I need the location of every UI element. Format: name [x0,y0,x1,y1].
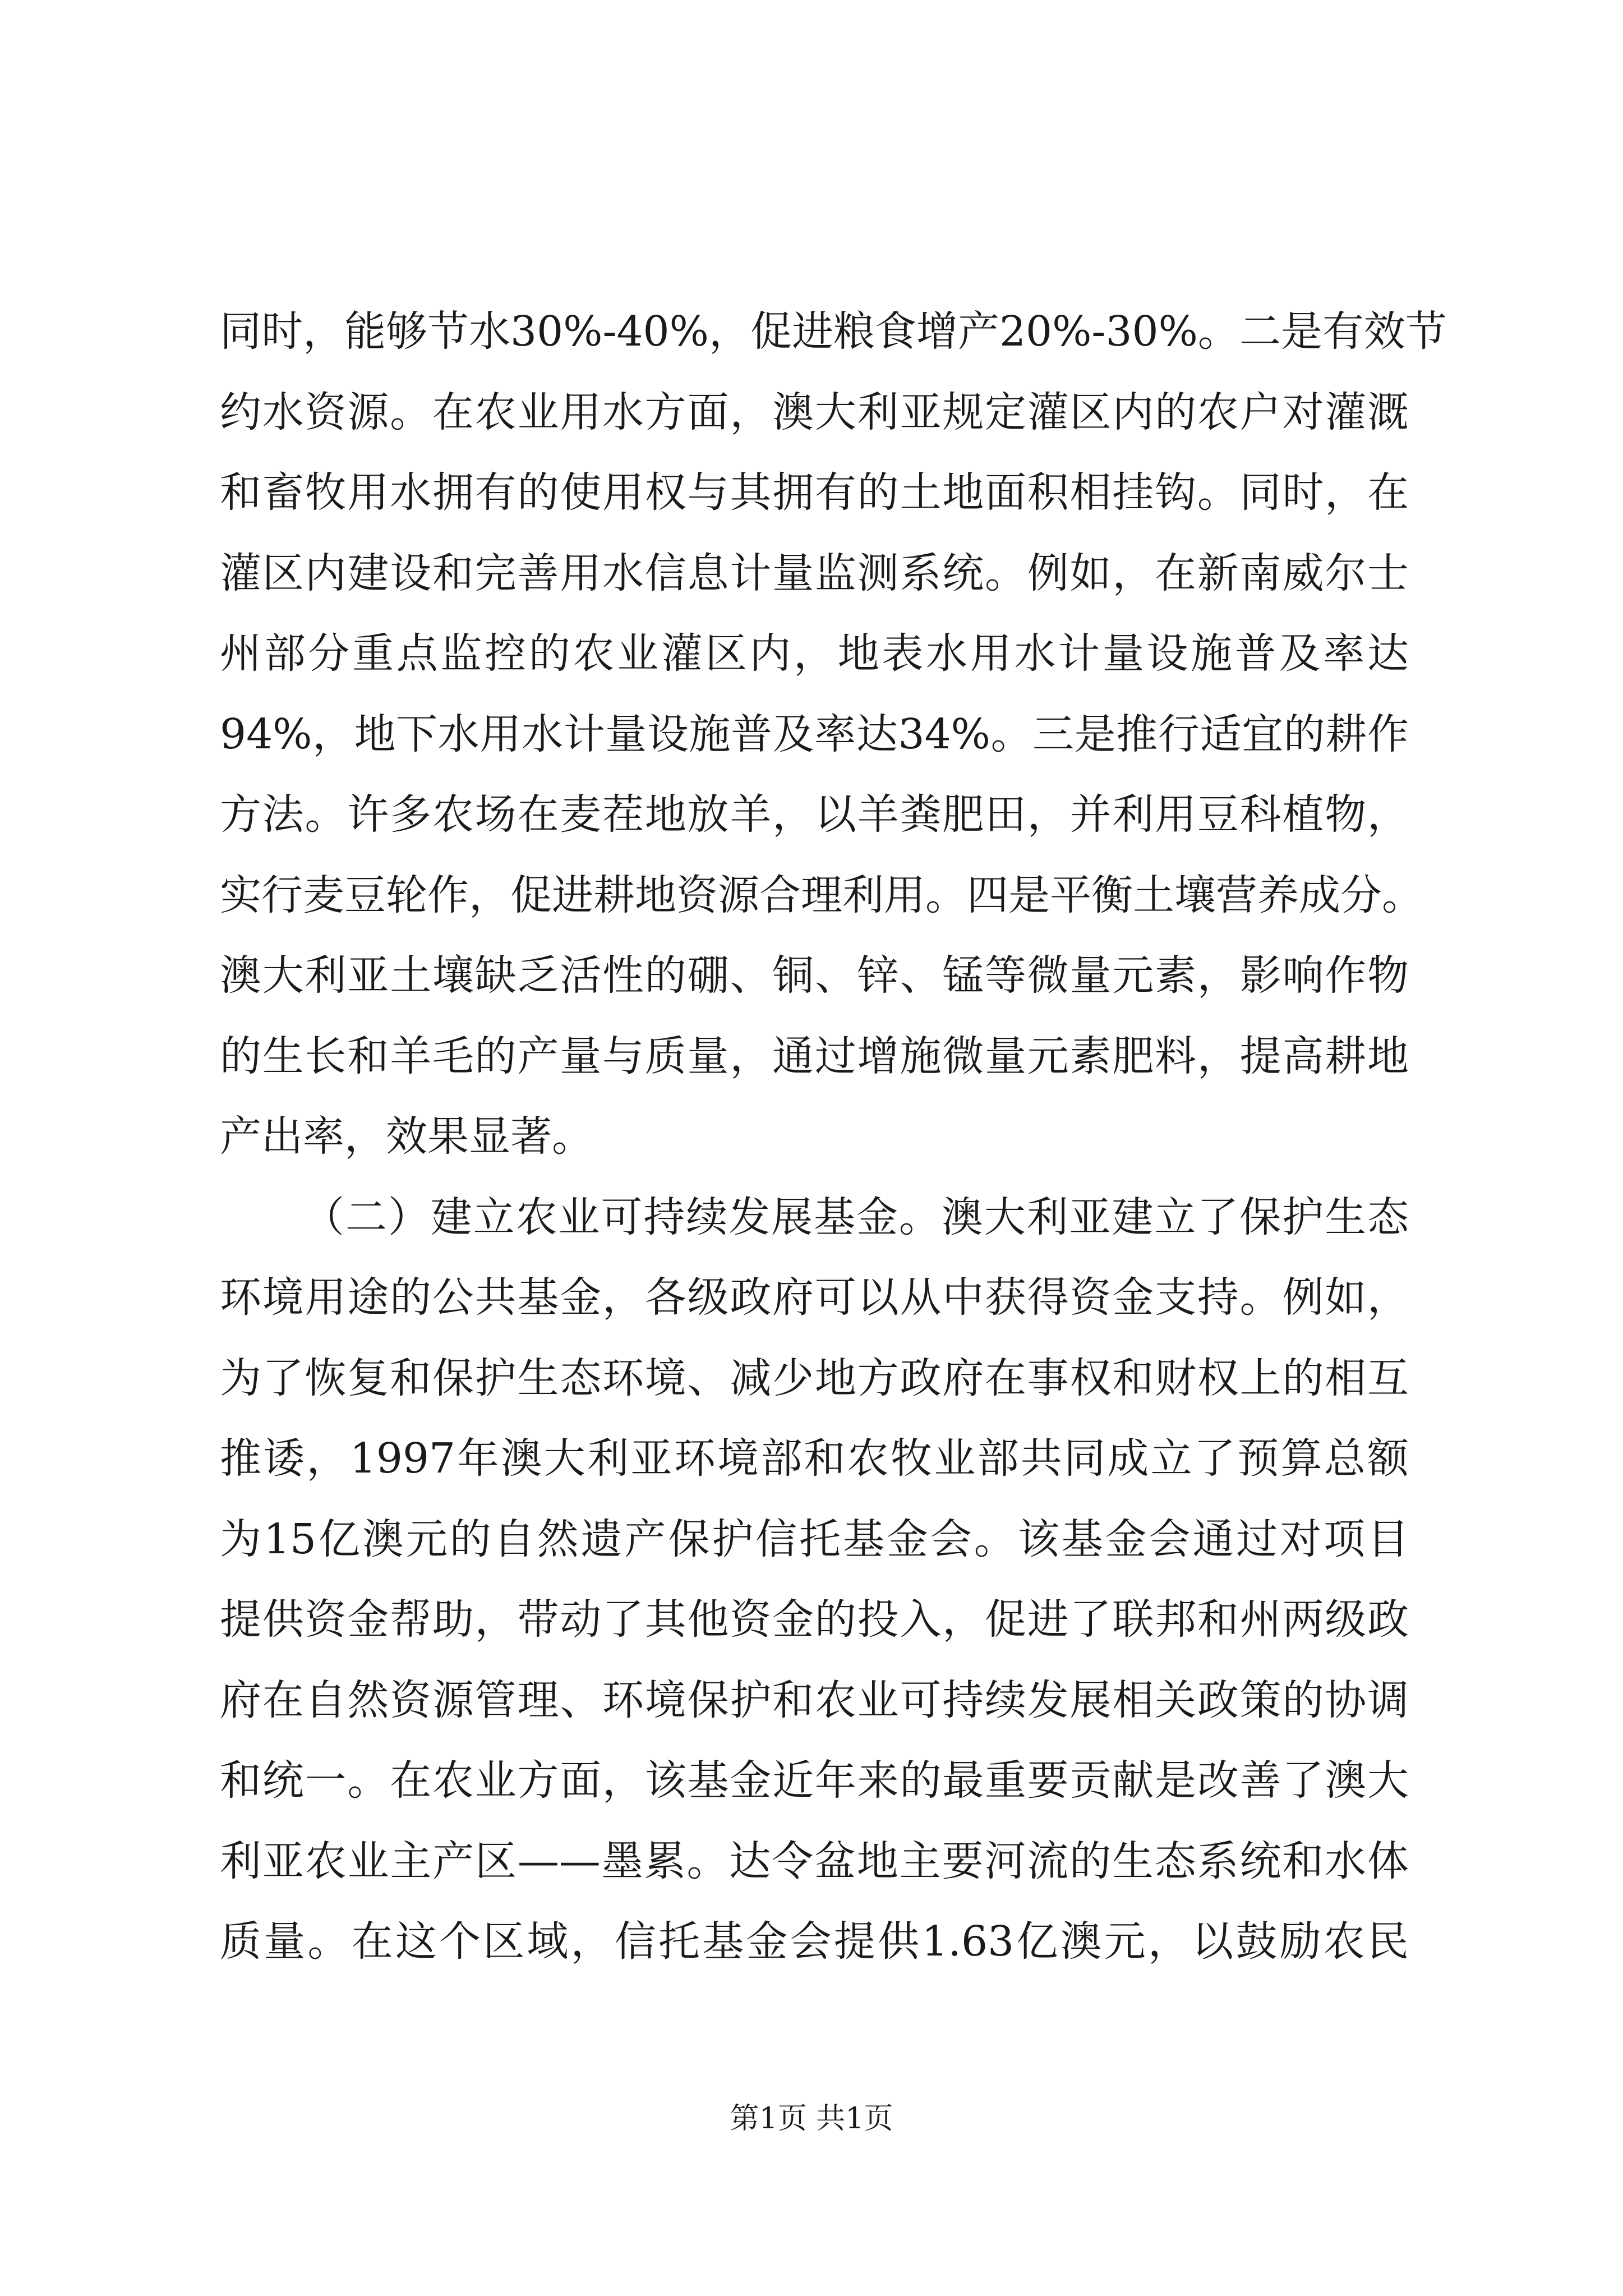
text-line: 为了恢复和保护生态环境、减少地方政府在事权和财权上的相互 [220,1354,1409,1402]
text-line: 和统一。在农业方面，该基金近年来的最重要贡献是改善了澳大 [220,1756,1409,1805]
text-line: 利亚农业主产区——墨累。达令盆地主要河流的生态系统和水体 [220,1837,1409,1885]
text-line: 府在自然资源管理、环境保护和农业可持续发展相关政策的协调 [220,1676,1409,1724]
text-line: 方法。许多农场在麦茬地放羊，以羊粪肥田，并利用豆科植物， [220,790,1409,839]
text-line: 约水资源。在农业用水方面，澳大利亚规定灌区内的农户对灌溉 [220,388,1409,436]
text-line: 质量。在这个区域，信托基金会提供1.63亿澳元，以鼓励农民 [220,1917,1409,1966]
text-line: 提供资金帮助，带动了其他资金的投入，促进了联邦和州两级政 [220,1595,1409,1644]
text-line: 州部分重点监控的农业灌区内，地表水用水计量设施普及率达 [220,629,1409,678]
text-line: 的生长和羊毛的产量与质量，通过增施微量元素肥料，提高耕地 [220,1032,1409,1080]
text-line: 实行麦豆轮作，促进耕地资源合理利用。四是平衡土壤营养成分。 [220,871,1423,919]
text-line: 为15亿澳元的自然遗产保护信托基金会。该基金会通过对项目 [220,1515,1409,1563]
page-footer: 第1页 共1页 [730,2102,893,2136]
text-line: 产出率，效果显著。 [220,1112,593,1161]
text-line: 推诿，1997年澳大利亚环境部和农牧业部共同成立了预算总额 [220,1434,1409,1483]
text-line: 环境用途的公共基金，各级政府可以从中获得资金支持。例如， [220,1273,1409,1322]
text-line: 和畜牧用水拥有的使用权与其拥有的土地面积相挂钩。同时，在 [220,468,1409,517]
text-line: 94%，地下水用水计量设施普及率达34%。三是推行适宜的耕作 [220,710,1409,758]
text-line: 澳大利亚土壤缺乏活性的硼、铜、锌、锰等微量元素，影响作物 [220,951,1409,1000]
body-text [220,292,1447,1982]
text-line: 灌区内建设和完善用水信息计量监测系统。例如，在新南威尔士 [220,549,1409,597]
paragraph-start-line: （二）建立农业可持续发展基金。澳大利亚建立了保护生态 [303,1193,1409,1241]
text-line: 同时，能够节水30%-40%，促进粮食增产20%-30%。二是有效节 [220,307,1447,356]
